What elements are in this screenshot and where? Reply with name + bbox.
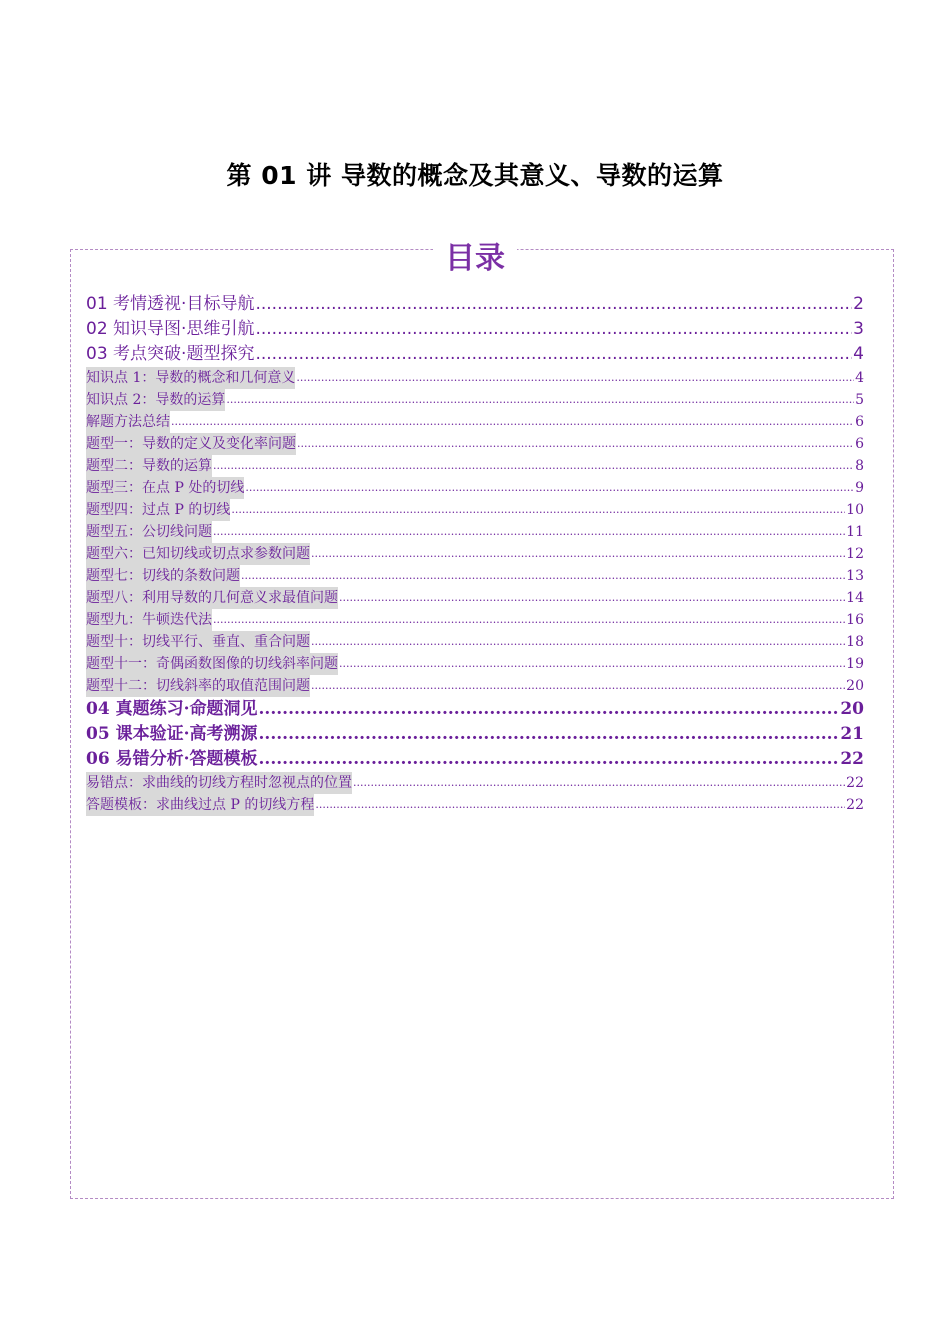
toc-leader-dots: [297, 433, 854, 455]
toc-entry-label: 易错点：求曲线的切线方程时忽视点的位置: [86, 772, 352, 794]
toc-entry-page-number: 22: [840, 749, 864, 769]
toc-entry[interactable]: [86, 794, 864, 816]
toc-entry-page-number: 2: [853, 294, 864, 314]
toc-entry[interactable]: [86, 565, 864, 587]
toc-entry-page-number: 20: [840, 699, 864, 719]
toc-entry-page-number: 18: [846, 634, 864, 650]
toc-entry[interactable]: [86, 411, 864, 433]
toc-entry[interactable]: [86, 631, 864, 653]
toc-leader-dots: [255, 292, 852, 317]
toc-entry[interactable]: [86, 697, 864, 722]
toc-leader-dots: [311, 543, 845, 565]
toc-entry[interactable]: [86, 587, 864, 609]
toc-entry-page-number: 13: [846, 568, 864, 584]
toc-entry[interactable]: [86, 389, 864, 411]
toc-entry[interactable]: [86, 747, 864, 772]
toc-entry-label: 知识点 2：导数的运算: [86, 389, 225, 411]
toc-list: [86, 292, 864, 816]
toc-entry-page-number: 8: [855, 458, 864, 474]
toc-entry-label: 题型六：已知切线或切点求参数问题: [86, 543, 310, 565]
toc-entry-label: 题型十：切线平行、垂直、重合问题: [86, 631, 310, 653]
toc-entry-label: 题型十二：切线斜率的取值范围问题: [86, 675, 310, 697]
toc-entry-label: 题型八：利用导数的几何意义求最值问题: [86, 587, 338, 609]
toc-entry-page-number: 6: [855, 436, 864, 452]
toc-leader-dots: [259, 697, 840, 722]
toc-entry-label: 03 考点突破·题型探究: [86, 344, 255, 364]
toc-entry-label: 知识点 1：导数的概念和几何意义: [86, 367, 295, 389]
toc-entry[interactable]: [86, 521, 864, 543]
toc-leader-dots: [315, 794, 845, 816]
toc-entry[interactable]: [86, 342, 864, 367]
toc-entry-page-number: 4: [855, 370, 864, 386]
toc-entry[interactable]: [86, 653, 864, 675]
toc-entry[interactable]: [86, 499, 864, 521]
toc-entry-label: 题型十一：奇偶函数图像的切线斜率问题: [86, 653, 338, 675]
toc-entry-page-number: 5: [855, 392, 864, 408]
toc-leader-dots: [213, 609, 845, 631]
toc-leader-dots: [213, 455, 854, 477]
toc-leader-dots: [311, 631, 845, 653]
toc-entry[interactable]: [86, 433, 864, 455]
toc-entry-label: 题型五：公切线问题: [86, 521, 212, 543]
toc-leader-dots: [213, 521, 845, 543]
toc-entry-page-number: 6: [855, 414, 864, 430]
toc-entry-page-number: 22: [846, 797, 864, 813]
toc-entry-label: 题型七：切线的条数问题: [86, 565, 240, 587]
toc-entry-page-number: 3: [853, 319, 864, 339]
toc-entry[interactable]: [86, 772, 864, 794]
toc-leader-dots: [259, 747, 840, 772]
toc-entry-page-number: 12: [846, 546, 864, 562]
toc-heading: [0, 233, 950, 277]
page-title: 第 01 讲 导数的概念及其意义、导数的运算: [226, 161, 724, 190]
toc-entry[interactable]: [86, 609, 864, 631]
toc-entry[interactable]: [86, 367, 864, 389]
toc-entry-label: 题型四：过点 P 的切线: [86, 499, 230, 521]
toc-leader-dots: [259, 722, 840, 747]
toc-entry-label: 05 课本验证·高考溯源: [86, 724, 258, 744]
toc-entry-page-number: 22: [846, 775, 864, 791]
toc-entry-label: 题型一：导数的定义及变化率问题: [86, 433, 296, 455]
toc-entry-label: 04 真题练习·命题洞见: [86, 699, 258, 719]
toc-entry-label: 答题模板：求曲线过点 P 的切线方程: [86, 794, 314, 816]
toc-leader-dots: [245, 477, 854, 499]
toc-leader-dots: [255, 342, 852, 367]
toc-leader-dots: [296, 367, 854, 389]
toc-entry-label: 06 易错分析·答题模板: [86, 749, 258, 769]
toc-entry-label: 题型九：牛顿迭代法: [86, 609, 212, 631]
toc-leader-dots: [231, 499, 845, 521]
toc-entry-page-number: 21: [840, 724, 864, 744]
toc-heading-text: 目录: [433, 241, 517, 276]
toc-entry-label: 01 考情透视·目标导航: [86, 294, 255, 314]
toc-entry-label: 题型三：在点 P 处的切线: [86, 477, 244, 499]
toc-leader-dots: [339, 587, 845, 609]
toc-entry[interactable]: [86, 477, 864, 499]
toc-entry-label: 解题方法总结: [86, 411, 170, 433]
toc-entry-page-number: 4: [853, 344, 864, 364]
toc-entry[interactable]: [86, 722, 864, 747]
toc-entry[interactable]: [86, 675, 864, 697]
toc-leader-dots: [255, 317, 852, 342]
toc-entry[interactable]: [86, 317, 864, 342]
toc-leader-dots: [339, 653, 845, 675]
toc-entry-label: 02 知识导图·思维引航: [86, 319, 255, 339]
toc-entry-page-number: 16: [846, 612, 864, 628]
toc-entry-label: 题型二：导数的运算: [86, 455, 212, 477]
toc-leader-dots: [171, 411, 854, 433]
toc-entry-page-number: 9: [855, 480, 864, 496]
toc-leader-dots: [311, 675, 845, 697]
toc-leader-dots: [241, 565, 845, 587]
toc-entry[interactable]: [86, 543, 864, 565]
toc-leader-dots: [226, 389, 854, 411]
toc-entry-page-number: 14: [846, 590, 864, 606]
toc-leader-dots: [353, 772, 845, 794]
toc-entry[interactable]: [86, 455, 864, 477]
toc-entry-page-number: 20: [846, 678, 864, 694]
toc-entry-page-number: 10: [846, 502, 864, 518]
toc-entry-page-number: 19: [846, 656, 864, 672]
toc-entry[interactable]: [86, 292, 864, 317]
toc-entry-page-number: 11: [846, 524, 864, 540]
